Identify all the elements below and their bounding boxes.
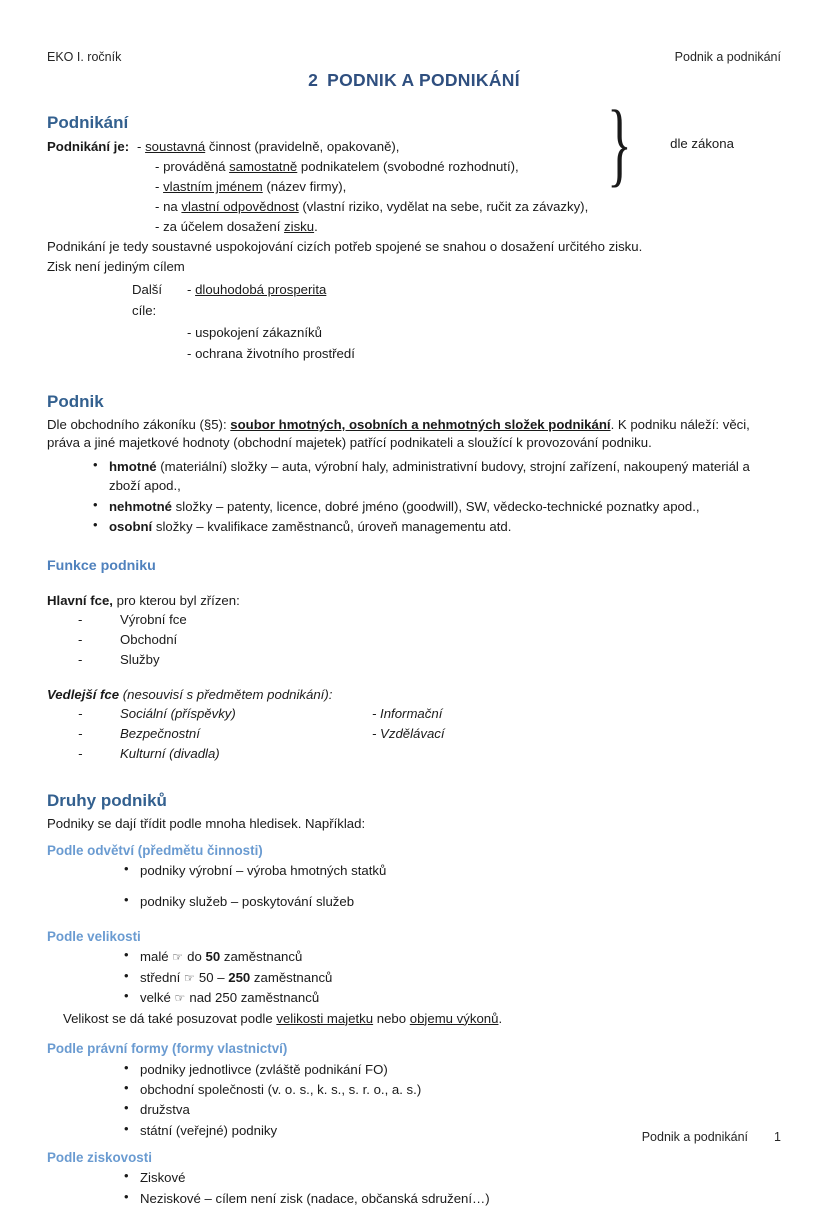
size-label: velké bbox=[140, 990, 175, 1006]
goals-label: Další cíle: bbox=[132, 282, 163, 319]
heading-podnikani: Podnikání bbox=[47, 113, 129, 132]
goals-spacer bbox=[47, 322, 187, 343]
goals-item bbox=[187, 322, 781, 343]
title-number: 2 bbox=[308, 70, 319, 90]
note-mid: nebo bbox=[373, 1010, 410, 1026]
definition-row bbox=[47, 157, 781, 177]
size-mid: do bbox=[183, 949, 206, 965]
list-item: • podniky služeb – poskytování služeb bbox=[124, 892, 781, 911]
side-item-col2 bbox=[372, 744, 781, 764]
definition-item-text bbox=[155, 197, 781, 217]
item-rest: (vlastní riziko, vydělat na sebe, ručit za závazky), bbox=[298, 199, 589, 215]
item-rest: . bbox=[314, 219, 318, 235]
component-desc: složky – kvalifikace zaměstnanců, úroveň managementu atd. bbox=[152, 518, 512, 534]
brace-label: dle zákona bbox=[670, 136, 734, 152]
underlined-term: vlastní odpovědnost bbox=[181, 199, 299, 215]
definition-row bbox=[47, 217, 781, 237]
dash-marker: - bbox=[155, 219, 160, 235]
list-item: - Služby bbox=[78, 650, 781, 670]
dash-marker: - bbox=[137, 139, 142, 155]
dash-marker: - bbox=[155, 199, 160, 215]
podnik-components-list bbox=[93, 457, 781, 536]
note-pre: Velikost se dá také posuzovat podle bbox=[63, 1010, 277, 1026]
goals-block bbox=[47, 279, 781, 365]
goals-row bbox=[47, 279, 781, 322]
list-item bbox=[78, 704, 781, 724]
definition-lead-text: Podnikání je bbox=[47, 139, 125, 155]
funkce-main-label-bold: Hlavní fce, bbox=[47, 592, 113, 608]
list-item: • Neziskové – cílem není zisk (nadace, občanská sdružení…) bbox=[124, 1189, 781, 1208]
size-number: 250 bbox=[228, 969, 251, 985]
heading-podle-odvetvi: Podle odvětví (předmětu činnosti) bbox=[47, 842, 263, 858]
podnik-intro-post: . K podniku náleží: věci, práva a jiné majetkové hodnoty (obchodní majetek) patřící podnikateli a sloužící k provozování podniku. bbox=[47, 416, 750, 451]
note-underline-2: objemu výkonů bbox=[409, 1010, 499, 1026]
podnik-intro-pre: Dle obchodního zákoníku (§5): bbox=[47, 416, 231, 432]
underlined-term: soustavná bbox=[145, 139, 206, 155]
list-item bbox=[78, 724, 781, 744]
item-pre: na bbox=[163, 199, 182, 215]
side-item-col2: - Informační bbox=[372, 706, 443, 722]
goals-spacer bbox=[47, 343, 187, 364]
heading-funkce-podniku: Funkce podniku bbox=[47, 558, 156, 575]
size-number: 50 bbox=[205, 949, 221, 965]
dash-marker: - bbox=[155, 179, 160, 195]
component-name: osobní bbox=[109, 518, 153, 534]
note-underline-1: velikosti majetku bbox=[276, 1010, 374, 1026]
heading-podle-ziskovosti: Podle ziskovosti bbox=[47, 1149, 152, 1165]
item-pre: za účelem dosažení bbox=[163, 219, 285, 235]
underlined-term: zisku bbox=[284, 219, 315, 235]
component-desc: (materiální) složky – auta, výrobní haly, administrativní budovy, strojní zařízení, nakoupený materiál a zboží apod., bbox=[109, 459, 750, 494]
running-header bbox=[47, 50, 781, 65]
side-item-col1: - Bezpečnostní bbox=[120, 726, 200, 742]
definition-item-text bbox=[155, 157, 781, 177]
definition-lead-colon: : bbox=[124, 139, 130, 155]
size-label: střední bbox=[140, 969, 184, 985]
dash-marker: - bbox=[187, 346, 192, 362]
header-right-text: Podnik a podnikání bbox=[674, 50, 781, 64]
podnik-intro bbox=[47, 416, 781, 453]
size-mid: nad 250 zaměstnanců bbox=[185, 990, 320, 1006]
funkce-side-label-rest: (nesouvisí s předmětem podnikání): bbox=[119, 686, 333, 702]
document-body bbox=[47, 92, 781, 1209]
list-item: • Ziskové bbox=[124, 1168, 781, 1187]
heading-podle-velikosti: Podle velikosti bbox=[47, 928, 141, 944]
running-footer bbox=[642, 1130, 781, 1144]
podnikani-profit-note: Zisk není jediným cílem bbox=[47, 259, 185, 275]
dash-marker: - bbox=[187, 282, 192, 297]
list-item bbox=[93, 497, 781, 516]
definition-row bbox=[47, 197, 781, 217]
list-item bbox=[124, 947, 781, 967]
dash-marker: - bbox=[187, 324, 192, 340]
underlined-term: samostatně bbox=[229, 159, 298, 175]
pointing-hand-icon: ☞ bbox=[172, 950, 184, 965]
list-item: • podniky jednotlivce (zvláště podnikání FO) bbox=[124, 1060, 781, 1079]
pointing-hand-icon: ☞ bbox=[183, 970, 196, 985]
component-name: hmotné bbox=[109, 459, 157, 475]
size-post: zaměstnanců bbox=[250, 969, 333, 985]
podnik-intro-emphasis: soubor hmotných, osobních a nehmotných složek podnikání bbox=[230, 416, 611, 432]
podnikani-summary: Podnikání je tedy soustavné uspokojování cizích potřeb spojené se snahou o dosažení určitého zisku. bbox=[47, 239, 643, 255]
side-item-col1: - Sociální (příspěvky) bbox=[120, 706, 236, 722]
definition-item-text bbox=[155, 177, 781, 197]
funkce-side-list bbox=[78, 704, 781, 763]
goals-item-text: ochrana životního prostředí bbox=[195, 346, 355, 362]
funkce-side-label-bold: Vedlejší fce bbox=[47, 686, 120, 702]
goals-item bbox=[187, 279, 781, 322]
list-item: - Obchodní bbox=[78, 630, 781, 650]
goals-item bbox=[187, 343, 781, 364]
list-item bbox=[93, 517, 781, 536]
podnikani-definition-block bbox=[47, 92, 781, 237]
podle-velikosti-list bbox=[124, 947, 781, 1008]
page-title bbox=[0, 70, 828, 91]
footer-text: Podnik a podnikání bbox=[641, 1130, 749, 1144]
item-rest: (název firmy), bbox=[262, 179, 347, 195]
heading-podle-pravni-formy: Podle právní formy (formy vlastnictví) bbox=[47, 1041, 288, 1057]
dash-marker: - bbox=[155, 159, 160, 175]
funkce-side-label bbox=[47, 686, 781, 705]
druhy-intro: Podniky se dají třídit podle mnoha hledisek. Například: bbox=[47, 815, 366, 831]
side-item-col1: - Kulturní (divadla) bbox=[120, 746, 220, 762]
goals-row bbox=[47, 322, 781, 343]
item-rest: činnost (pravidelně, opakovaně), bbox=[205, 139, 400, 155]
list-item: - Výrobní fce bbox=[78, 610, 781, 630]
underlined-term: vlastním jménem bbox=[163, 179, 263, 195]
size-post: zaměstnanců bbox=[220, 949, 303, 965]
definition-lead bbox=[47, 137, 137, 157]
funkce-main-label bbox=[47, 592, 781, 611]
component-desc: složky – patenty, licence, dobré jméno (goodwill), SW, vědecko-technické poznatky apod., bbox=[172, 498, 700, 514]
component-name: nehmotné bbox=[109, 498, 173, 514]
list-item: • obchodní společnosti (v. o. s., k. s., s. r. o., a. s.) bbox=[124, 1080, 781, 1099]
side-item-col2: - Vzdělávací bbox=[372, 726, 445, 742]
heading-druhy-podniku: Druhy podniků bbox=[47, 790, 167, 810]
podle-velikosti-note bbox=[47, 1009, 781, 1029]
definition-item-text bbox=[155, 217, 781, 237]
title-text: PODNIK A PODNIKÁNÍ bbox=[327, 70, 520, 90]
list-item bbox=[78, 744, 781, 764]
header-left-text: EKO I. ročník bbox=[47, 50, 122, 64]
list-item bbox=[124, 968, 781, 988]
list-item: • podniky výrobní – výroba hmotných statků bbox=[124, 861, 781, 880]
list-item bbox=[124, 988, 781, 1008]
goals-item-text: uspokojení zákazníků bbox=[195, 324, 322, 340]
item-pre: prováděná bbox=[163, 159, 230, 175]
goals-row bbox=[47, 343, 781, 364]
list-item: • státní (veřejné) podniky bbox=[124, 1121, 781, 1140]
podle-pravni-formy-list bbox=[124, 1060, 781, 1140]
brace-group: } dle zákona bbox=[607, 92, 734, 197]
definition-row bbox=[47, 177, 781, 197]
size-label: malé bbox=[140, 949, 173, 965]
note-post: . bbox=[498, 1010, 503, 1026]
pointing-hand-icon: ☞ bbox=[174, 991, 186, 1006]
item-rest: podnikatelem (svobodné rozhodnutí), bbox=[297, 159, 519, 175]
funkce-main-list bbox=[78, 610, 781, 669]
list-item: • družstva bbox=[124, 1100, 781, 1119]
podle-odvetvi-list bbox=[124, 861, 781, 912]
underlined-term: dlouhodobá prosperita bbox=[195, 282, 327, 297]
heading-podnik: Podnik bbox=[47, 391, 104, 411]
size-mid: 50 – bbox=[195, 969, 229, 985]
footer-page-number: 1 bbox=[774, 1130, 781, 1144]
podle-ziskovosti-list bbox=[124, 1168, 781, 1208]
funkce-main-label-rest: pro kterou byl zřízen: bbox=[112, 592, 240, 608]
list-item bbox=[93, 457, 781, 496]
